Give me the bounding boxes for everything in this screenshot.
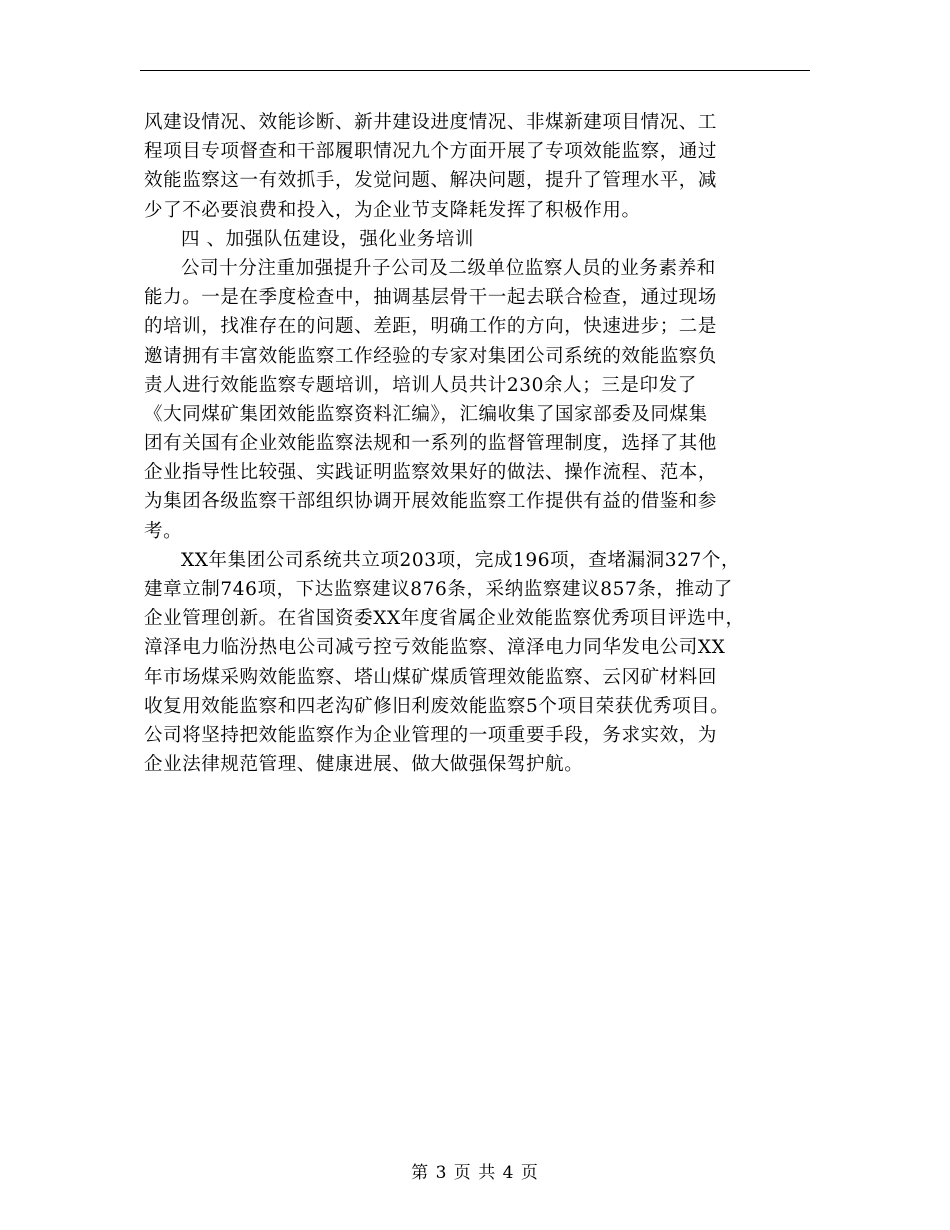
text-line: 《大同煤矿集团效能监察资料汇编》，汇编收集了国家部委及同煤集 — [144, 403, 708, 425]
text-line: 企业指导性比较强、实践证明监察效果好的做法、操作流程、范本， — [144, 462, 718, 484]
text-line: 建章立制746项，下达监察建议876条，采纳监察建议857条，推动了 — [144, 579, 733, 600]
text-line: 四 、加强队伍建设，强化业务培训 — [181, 228, 474, 250]
text-line: 程项目专项督查和干部履职情况九个方面开展了专项效能监察，通过 — [144, 141, 718, 163]
text-line: 公司将坚持把效能监察作为企业管理的一项重要手段，务求实效，为 — [144, 724, 718, 746]
text-line: 责人进行效能监察专题培训，培训人员共计230余人；三是印发了 — [144, 374, 697, 396]
page-footer: 第 3 页 共 4 页 — [411, 1163, 539, 1183]
text-line: 效能监察这一有效抓手，发觉问题、解决问题，提升了管理水平，减 — [144, 170, 718, 192]
text-line: 少了不必要浪费和投入，为企业节支降耗发挥了积极作用。 — [144, 199, 641, 221]
document-body — [144, 108, 810, 779]
text-line: 企业法律规范管理、健康进展、做大做强保驾护航。 — [144, 754, 584, 776]
text-line: 能力。一是在季度检查中，抽调基层骨干一起去联合检查，通过现场 — [144, 287, 718, 309]
text-line: 公司十分注重加强提升子公司及二级单位监察人员的业务素养和 — [181, 257, 716, 279]
text-line: 收复用效能监察和四老沟矿修旧利废效能监察5个项目荣获优秀项目。 — [144, 695, 730, 717]
text-line: 邀请拥有丰富效能监察工作经验的专家对集团公司系统的效能监察负 — [144, 345, 718, 367]
text-line: 的培训，找准存在的问题、差距，明确工作的方向，快速进步；二是 — [144, 316, 718, 338]
text-line: 年市场煤采购效能监察、塔山煤矿煤质管理效能监察、云冈矿材料回 — [144, 666, 718, 688]
text-line: XX年集团公司系统共立项203项，完成196项，查堵漏洞327个， — [181, 549, 741, 571]
text-line: 为集团各级监察干部组织协调开展效能监察工作提供有益的借鉴和参 — [144, 491, 718, 513]
text-line: 团有关国有企业效能监察法规和一系列的监督管理制度，选择了其他 — [144, 433, 718, 455]
header-rule — [140, 70, 810, 71]
text-line: 漳泽电力临汾热电公司减亏控亏效能监察、漳泽电力同华发电公司XX — [144, 637, 726, 659]
text-line: 风建设情况、效能诊断、新井建设进度情况、非煤新建项目情况、工 — [144, 112, 718, 133]
text-line: 企业管理创新。在省国资委XX年度省属企业效能监察优秀项目评选中， — [144, 608, 745, 630]
text-line: 考。 — [144, 520, 183, 542]
